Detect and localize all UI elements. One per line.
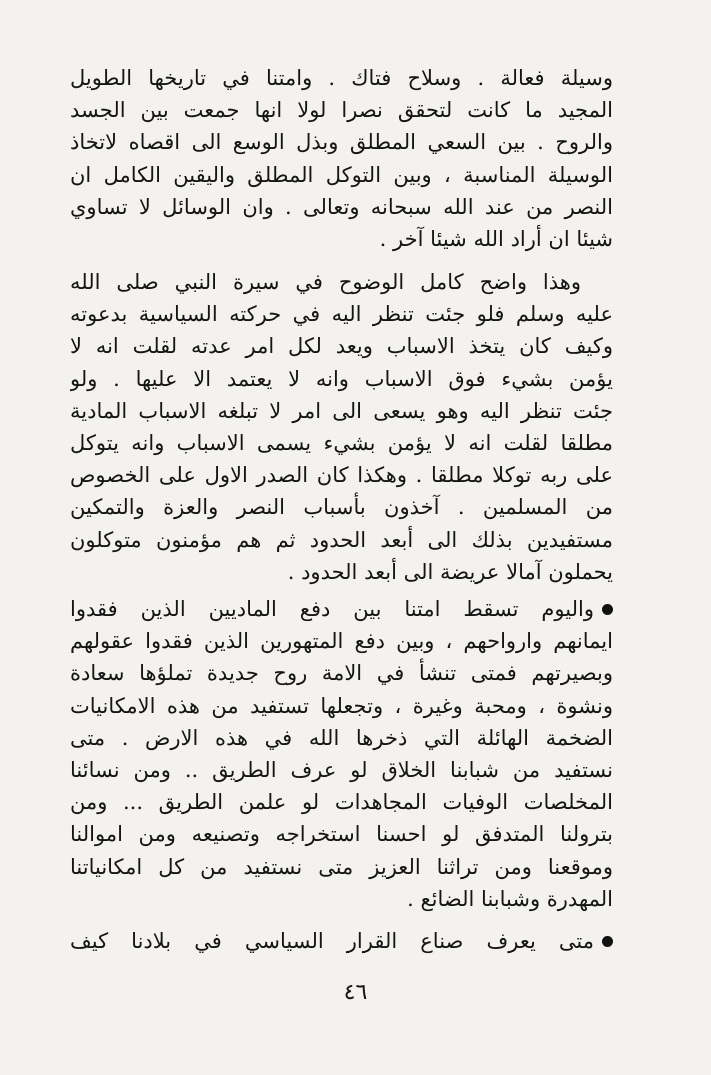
- paragraph: [70, 266, 613, 588]
- text-line: النصر من عند الله سبحانه وتعالى . وان الوسائل لا تساوي: [70, 194, 613, 219]
- text-line: والروح . بين السعي المطلق وبذل الوسع الى اقصاه لاتخاذ: [70, 130, 613, 155]
- text-line: [70, 593, 613, 625]
- text-line: يؤمن بشيء فوق الاسباب وانه لا يعتمد الا عليها . ولو: [70, 366, 613, 391]
- text-line: الوسيلة المناسبة ، وبين التوكل المطلق واليقين الكامل ان: [70, 162, 613, 187]
- text-line: على ربه توكلا مطلقا . وهكذا كان الصدر الاول على الخصوص: [70, 463, 613, 488]
- text-line: ونشوة ، ومحبة وغيرة ، وتجعلها تستفيد من هذه الامكانيات: [70, 693, 613, 718]
- bullet-icon: [602, 936, 613, 947]
- text-line: الضخمة الهائلة التي ذخرها الله في هذه الارض . متى: [70, 725, 613, 750]
- text-line: عليه وسلم فلو جئت تنظر اليه في حركته السياسية بدعوته: [70, 302, 613, 327]
- paragraph: [70, 62, 613, 255]
- text-line: وبصيرتهم فمتى تنشأ في الامة روح جديدة تملؤها سعادة: [70, 661, 613, 686]
- text-line: وهذا واضح كامل الوضوح في سيرة النبي صلى الله: [70, 270, 581, 294]
- text-line: بترولنا المتدفق لو احسنا استخراجه وتصنيعه ومن اموالنا: [70, 822, 613, 847]
- text-line-content: متى يعرف صناع القرار السياسي في بلادنا كيف: [70, 929, 594, 953]
- text-line-content: واليوم تسقط امتنا بين دفع الماديين الذين فقدوا: [70, 597, 594, 621]
- text-line: [70, 925, 613, 957]
- bullet-paragraph: [70, 593, 613, 915]
- bullet-paragraph: [70, 925, 613, 957]
- text-line: وسيلة فعالة . وسلاح فتاك . وامتنا في تاريخها الطويل: [70, 66, 613, 90]
- text-line: ايمانهم وارواحهم ، وبين دفع المتهورين الذين فقدوا عقولهم: [70, 629, 613, 654]
- page-number: ٤٦: [343, 980, 368, 1005]
- text-line: وكيف كان يتخذ الاسباب ويعد لكل امر عدته لقلت انه لا: [70, 334, 613, 359]
- text-line: وموقعنا ومن تراثنا العزيز متى نستفيد من كل امكانياتنا: [70, 854, 613, 879]
- text-line: يحملون آمالا عريضة الى أبعد الحدود .: [287, 559, 613, 584]
- text-line: المهدرة وشبابنا الضائع .: [407, 886, 613, 911]
- text-line: مستفيدين بذلك الى أبعد الحدود ثم هم مؤمنون متوكلون: [70, 527, 613, 552]
- text-line: شيئا ان أراد الله شيئا آخر .: [379, 226, 613, 251]
- text-line: المجيد ما كانت لتحقق نصرا لولا انها جمعت بين الجسد: [70, 98, 613, 123]
- text-line: المخلصات الوفيات المجاهدات لو علمن الطريق ... ومن: [70, 790, 613, 815]
- text-line: مطلقا لقلت انه لا يؤمن بشيء يسمى الاسباب وانه يتوكل: [70, 430, 613, 455]
- bullet-icon: [602, 604, 613, 615]
- text-line: من المسلمين . آخذون بأسباب النصر والعزة والتمكين: [70, 495, 613, 520]
- text-line: نستفيد من شبابنا الخلاق لو عرف الطريق .. ومن نسائنا: [70, 757, 613, 782]
- text-line: جئت تنظر اليه وهو يسعى الى امر لا تبلغه الاسباب المادية: [70, 398, 613, 423]
